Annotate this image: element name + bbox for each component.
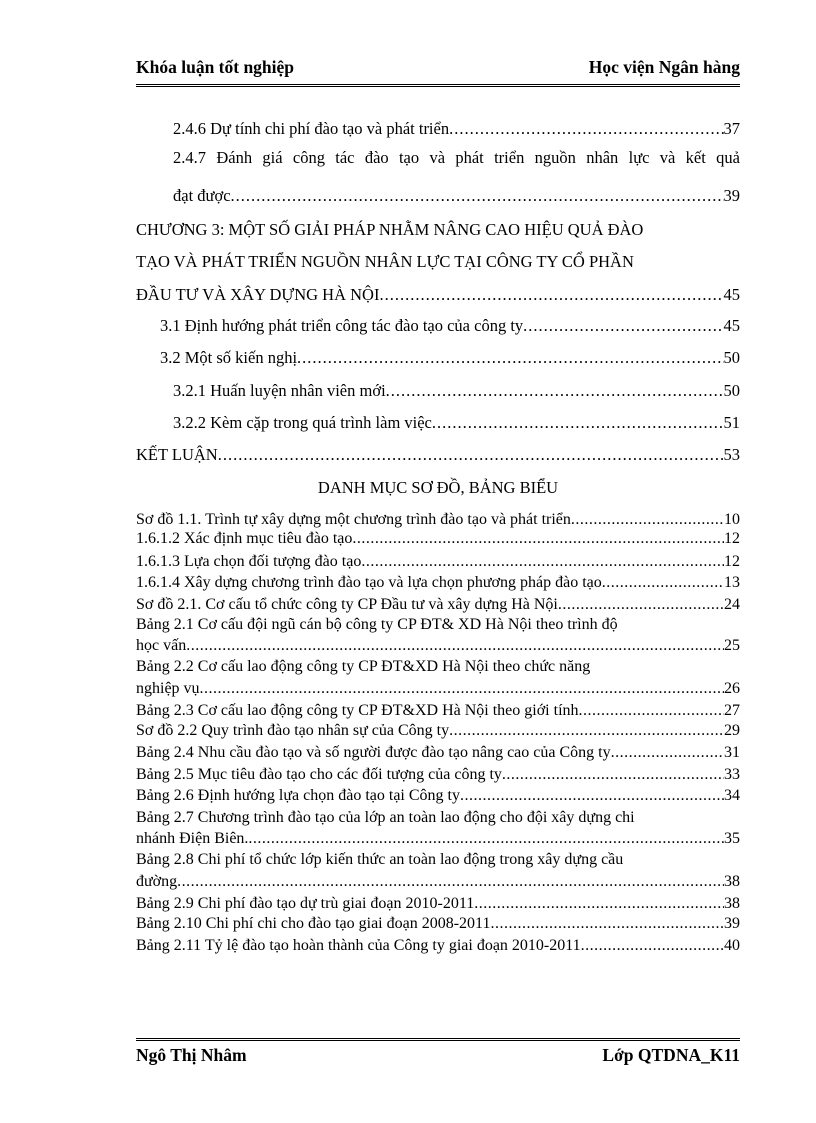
toc-entry-3-2-1: 3.2.1 Huấn luyện nhân viên mới ..... 50 — [173, 381, 740, 401]
list-item-line1: Bảng 2.1 Cơ cấu đội ngũ cán bộ công ty CP ĐT& XD Hà Nội theo trình độ — [136, 616, 618, 633]
list-item: Bảng 2.9 Chi phí đào tạo dự trù giai đoạn 2010-2011 ..... 38 — [136, 895, 740, 913]
list-item-line1: Bảng 2.2 Cơ cấu lao động công ty CP ĐT&XD Hà Nội theo chức năng — [136, 658, 591, 675]
footer-author: Ngô Thị Nhâm — [136, 1045, 247, 1065]
toc-entry-3-1: 3.1 Định hướng phát triển công tác đào tạo của công ty ..... 45 — [160, 316, 740, 336]
header-thesis-title: Khóa luận tốt nghiệp — [136, 57, 295, 77]
toc-entry-2-4-7-line1: 2.4.7 Đánh giá công tác đào tạo và phát triển nguồn nhân lực và kết quả — [173, 148, 740, 167]
list-item: 1.6.1.2 Xác định mục tiêu đào tạo ..... 12 — [136, 530, 740, 548]
list-item: học vấn ..... 25 — [136, 637, 740, 655]
toc-entry-2-4-7: đạt được ..... 39 — [173, 186, 740, 206]
page-header — [136, 57, 740, 78]
list-item: nghiệp vụ ..... 26 — [136, 680, 740, 698]
list-item-line1: Bảng 2.8 Chi phí tổ chức lớp kiến thức an toàn lao động trong xây dựng cầu — [136, 851, 624, 868]
list-item: 1.6.1.3 Lựa chọn đối tượng đào tạo ..... 12 — [136, 553, 740, 571]
toc-chapter-3: ĐẦU TƯ VÀ XÂY DỰNG HÀ NỘI ..... 45 — [136, 285, 740, 305]
list-item: Bảng 2.10 Chi phí chi cho đào tạo giai đoạn 2008-2011 ..... 39 — [136, 915, 740, 933]
list-item: Bảng 2.3 Cơ cấu lao động công ty CP ĐT&XD Hà Nội theo giới tính ..... 27 — [136, 702, 740, 720]
list-item: 1.6.1.4 Xây dựng chương trình đào tạo và lựa chọn phương pháp đào tạo ..... 13 — [136, 574, 740, 592]
list-item: Bảng 2.6 Định hướng lựa chọn đào tạo tại Công ty ..... 34 — [136, 787, 740, 805]
toc-entry-2-4-6: 2.4.6 Dự tính chi phí đào tạo và phát triển ..... 37 — [173, 119, 740, 139]
list-item: Bảng 2.4 Nhu cầu đào tạo và số người được đào tạo nâng cao của Công ty ..... 31 — [136, 744, 740, 762]
list-item: nhánh Điện Biên. ..... 35 — [136, 830, 740, 848]
toc-chapter-3-line2: TẠO VÀ PHÁT TRIỂN NGUỒN NHÂN LỰC TẠI CÔNG TY CỔ PHẦN — [136, 252, 634, 271]
list-item: Sơ đồ 2.1. Cơ cấu tổ chức công ty CP Đầu tư và xây dựng Hà Nội ..... 24 — [136, 596, 740, 614]
list-item: đường ..... 38 — [136, 873, 740, 891]
list-item: Sơ đồ 2.2 Quy trình đào tạo nhân sự của Công ty ..... 29 — [136, 722, 740, 740]
list-item: Sơ đồ 1.1. Trình tự xây dựng một chương trình đào tạo và phát triển ..... 10 — [136, 511, 740, 529]
list-of-figures-title: DANH MỤC SƠ ĐỒ, BẢNG BIỂU — [317, 478, 559, 497]
page-footer — [136, 1045, 740, 1066]
header-institution: Học viện Ngân hàng — [588, 57, 740, 77]
toc-entry-3-2-2: 3.2.2 Kèm cặp trong quá trình làm việc ..... 51 — [173, 413, 740, 433]
list-item: Bảng 2.11 Tỷ lệ đào tạo hoàn thành của Công ty giai đoạn 2010-2011 ..... 40 — [136, 937, 740, 955]
toc-conclusion: KẾT LUẬN ..... 53 — [136, 445, 740, 465]
toc-entry-3-2: 3.2 Một số kiến nghị ..... 50 — [160, 348, 740, 368]
header-rule — [136, 84, 740, 87]
footer-rule — [136, 1038, 740, 1041]
toc-chapter-3-line1: CHƯƠNG 3: MỘT SỐ GIẢI PHÁP NHẰM NÂNG CAO HIỆU QUẢ ĐÀO — [136, 220, 644, 239]
list-item: Bảng 2.5 Mục tiêu đào tạo cho các đối tượng của công ty ..... 33 — [136, 766, 740, 784]
footer-class: Lớp QTDNA_K11 — [602, 1045, 740, 1065]
list-item-line1: Bảng 2.7 Chương trình đào tạo của lớp an toàn lao động cho đội xây dựng chi — [136, 809, 635, 826]
